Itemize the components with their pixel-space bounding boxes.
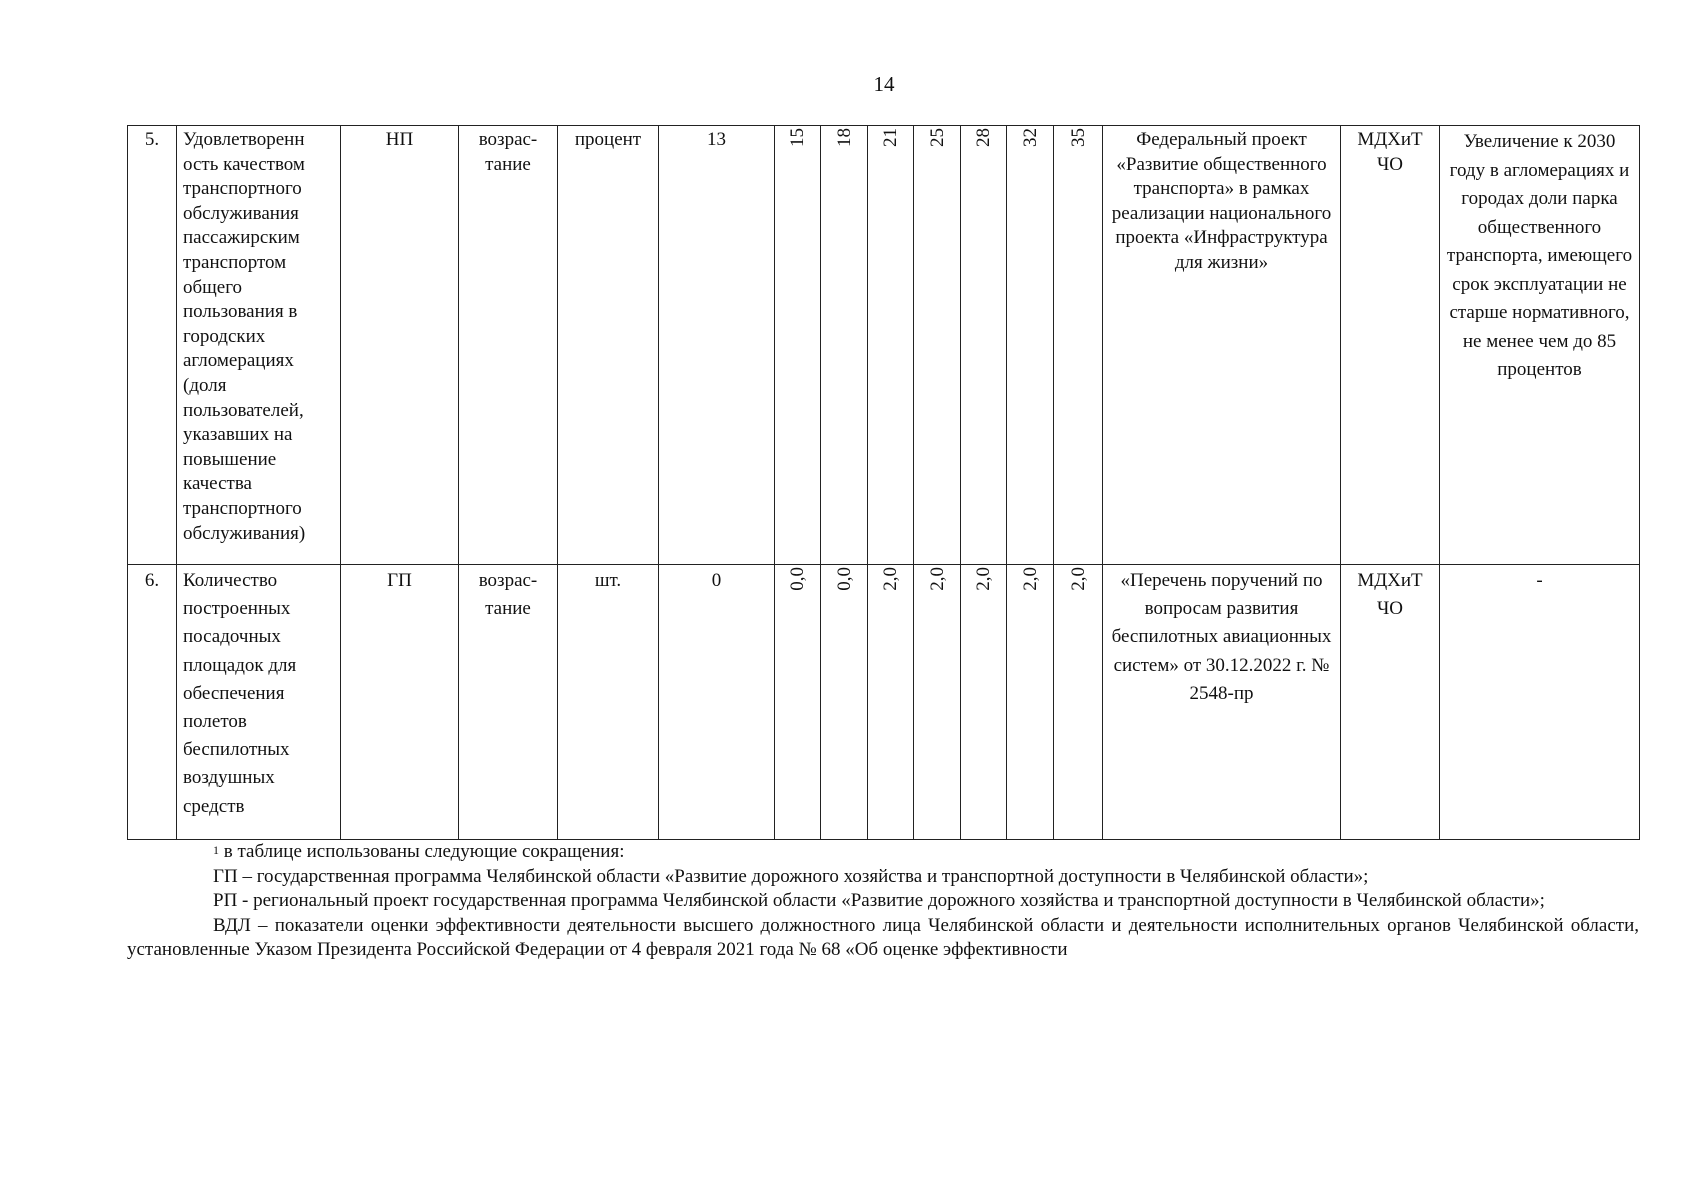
year-value-cell	[1054, 126, 1103, 565]
footnote-marker: 1	[213, 843, 219, 857]
indicator-unit: процент	[558, 126, 659, 565]
footnote-intro	[127, 840, 1639, 865]
base-value: 0	[659, 565, 775, 840]
year-value: 25	[926, 128, 948, 147]
year-value: 28	[973, 128, 994, 147]
year-value: 0,0	[833, 567, 855, 591]
footnotes	[127, 840, 1639, 963]
year-value-cell	[868, 565, 914, 840]
indicators-table	[127, 125, 1640, 840]
plan-note: -	[1440, 565, 1640, 840]
indicator-unit: шт.	[558, 565, 659, 840]
year-value-cell	[821, 565, 868, 840]
indicator-name: Удовлетворенн ость качеством транспортного обслуживания пассажирским транспортом общего пользования в городских агломерациях (доля пользователей, указавших на повышение качества транспортного обслуживания)	[177, 126, 341, 565]
year-value: 2,0	[1067, 567, 1089, 591]
year-value: 2,0	[880, 567, 901, 591]
year-value-cell	[775, 126, 821, 565]
base-value: 13	[659, 126, 775, 565]
year-value-cell	[914, 126, 961, 565]
footnote-rp: РП - региональный проект государственная программа Челябинской области «Развитие дорожного хозяйства и транспортной доступности в Челябинской области»;	[213, 890, 1545, 912]
year-value: 2,0	[1019, 567, 1041, 591]
year-value-cell	[914, 565, 961, 840]
year-value: 21	[880, 128, 901, 147]
indicator-direction: возрас-тание	[459, 126, 558, 565]
year-value-cell	[961, 565, 1007, 840]
year-value: 15	[787, 128, 808, 147]
indicator-level: НП	[341, 126, 459, 565]
basis-document: Федеральный проект «Развитие общественного транспорта» в рамках реализации национального проекта «Инфраструктура для жизни»	[1103, 126, 1341, 565]
basis-document: «Перечень поручений по вопросам развития беспилотных авиационных систем» от 30.12.2022 г. № 2548-пр	[1103, 565, 1341, 840]
row-number: 5.	[128, 126, 177, 565]
year-value: 35	[1067, 128, 1089, 147]
table-row	[128, 565, 1640, 840]
year-value: 18	[833, 128, 855, 147]
year-value-cell	[1007, 126, 1054, 565]
indicator-name: Количество построенных посадочных площадок для обеспечения полетов беспилотных воздушных средств	[177, 565, 341, 840]
table-row	[128, 126, 1640, 565]
responsible-body: МДХиТ ЧО	[1341, 565, 1440, 840]
year-value-cell	[821, 126, 868, 565]
year-value: 2,0	[926, 567, 948, 591]
year-value-cell	[961, 126, 1007, 565]
page-number: 14	[873, 72, 895, 96]
year-value-cell	[1054, 565, 1103, 840]
year-value-cell	[1007, 565, 1054, 840]
responsible-body: МДХиТ ЧО	[1341, 126, 1440, 565]
year-value: 2,0	[973, 567, 994, 591]
row-number: 6.	[128, 565, 177, 840]
indicator-direction: возрас-тание	[459, 565, 558, 840]
year-value-cell	[775, 565, 821, 840]
footnote-gp: ГП – государственная программа Челябинской области «Развитие дорожного хозяйства и транспортной доступности в Челябинской области»;	[213, 865, 1369, 887]
plan-note: Увеличение к 2030 году в агломерациях и городах доли парка общественного транспорта, имеющего срок эксплуатации не старше нормативного, не менее чем до 85 процентов	[1440, 126, 1640, 565]
year-value-cell	[868, 126, 914, 565]
year-value: 0,0	[787, 567, 808, 591]
indicator-level: ГП	[341, 565, 459, 840]
year-value: 32	[1019, 128, 1041, 147]
footnote-intro-text: в таблице использованы следующие сокращения:	[219, 841, 625, 862]
footnote-vdl: ВДЛ – показатели оценки эффективности деятельности высшего должностного лица Челябинской области и деятельности исполнительных органов Челябинской области, установленные Указом Президента Российской Федерации от 4 февраля 2021 года № 68 «Об оценке эффективности	[127, 914, 1639, 961]
